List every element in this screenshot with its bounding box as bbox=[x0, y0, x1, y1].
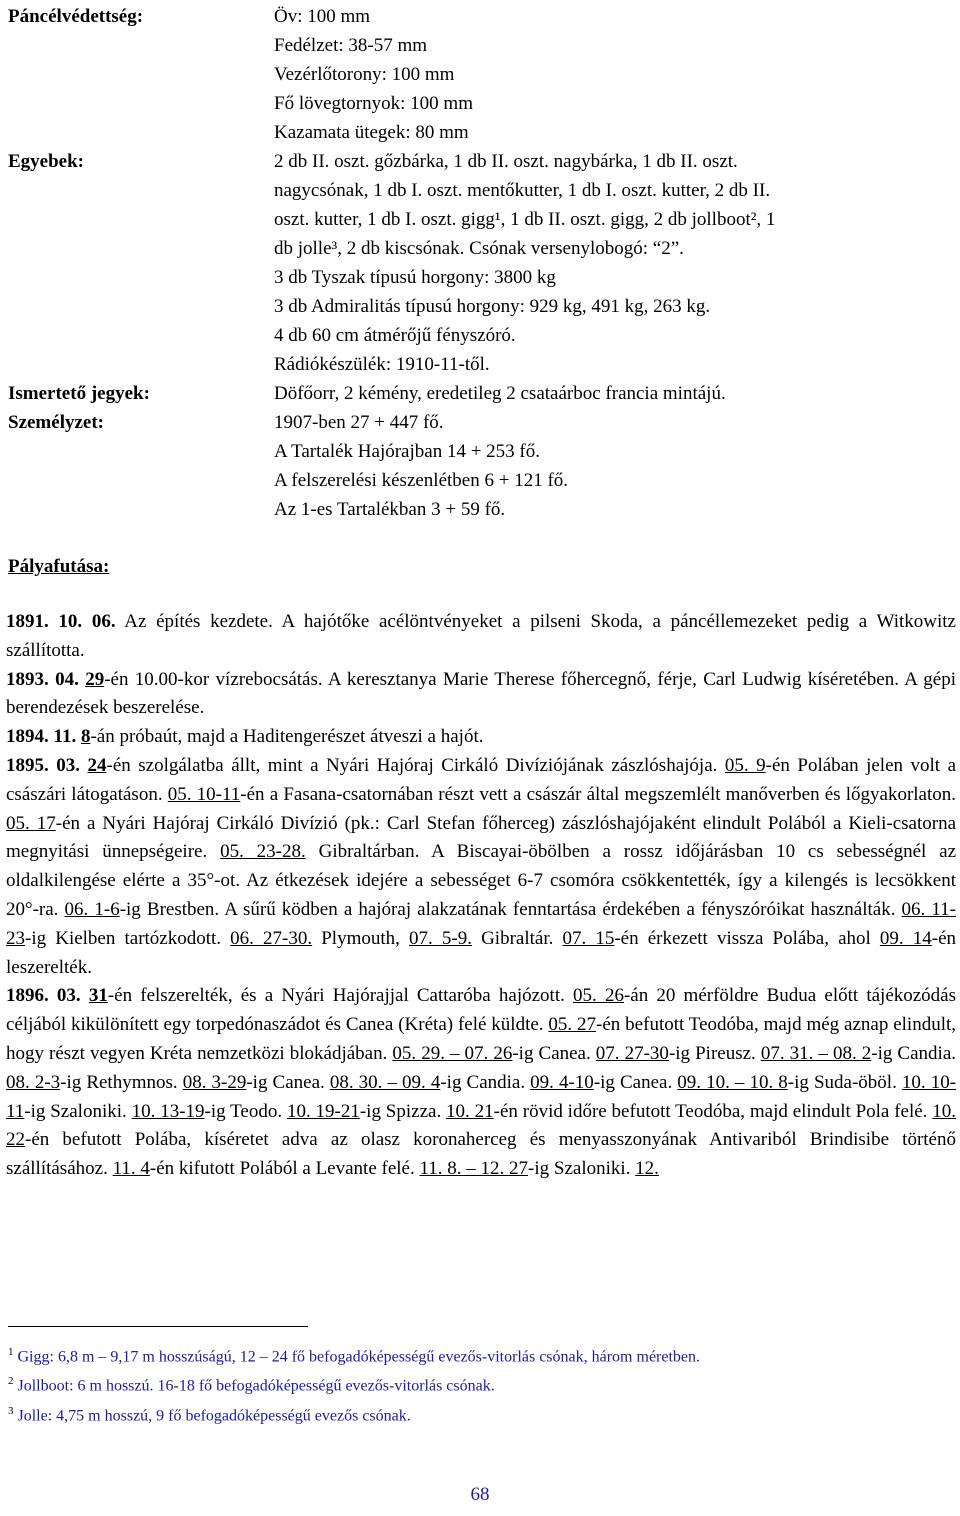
history-paragraph: 1895. 03. 24-én szolgálatba állt, mint a Nyári Hajóraj Cirkáló Divíziójának zászlóshajója. 05. 9-én Polában jelen volt a császári látogatáson. 05. 10-11-én a Fasana-csatornában részt vett a császár által megszemlélt manőverben és lőgyakorlaton. 05. 17-én a Nyári Hajóraj Cirkáló Divízió (pk.: Carl Stefan főherceg) zászlóshajójaként elindult Polából a Kieli-csatorna megnyitási ünnepségeire. 05. 23-28. Gibraltárban. A Biscayai-öbölben a rossz időjárásban 10 cs sebességnél az oldalkilengése elérte a 35°-ot. Az étkezések idejére a sebességet 6-7 csomóra csökkentették, így a kilengés is lecsökkent 20°-ra. 06. 1-6-ig Brestben. A sűrű ködben a hajóraj alakzatának fenntartása érdekében a fényszóróikat használták. 06. 11-23-ig Kielben tartózkodott. 06. 27-30. Plymouth, 07. 5-9. Gibraltár. 07. 15-én érkezett vissza Polába, ahol 09. 14-én leszerelték. bbox=[6, 754, 957, 978]
footnote-divider bbox=[8, 1326, 308, 1327]
footnote-number: 1 bbox=[8, 1346, 14, 1358]
other-line: Rádiókészülék: 1910-11-től. bbox=[274, 354, 490, 375]
footnote-text: Jollboot: 6 m hosszú. 16-18 fő befogadóképességű evezős-vitorlás csónak. bbox=[17, 1377, 495, 1395]
armor-line: Öv: 100 mm bbox=[274, 6, 371, 27]
footnote-item bbox=[8, 1399, 948, 1428]
career-history bbox=[6, 608, 956, 1184]
armor-line: Vezérlőtorony: 100 mm bbox=[274, 64, 455, 85]
footnote-number: 2 bbox=[8, 1375, 14, 1388]
history-date-part: 1894. 11. bbox=[6, 726, 77, 748]
other-label: Egyebek: bbox=[8, 151, 84, 172]
footnote-item bbox=[8, 1340, 948, 1369]
history-date bbox=[6, 669, 104, 690]
history-date-part: 1893. 04. bbox=[6, 668, 79, 690]
marks-value: Döfőorr, 2 kémény, eredetileg 2 csataárboc francia mintájú. bbox=[274, 383, 726, 404]
armor-line: Fő lövegtornyok: 100 mm bbox=[274, 93, 473, 114]
history-text: -én 10.00-kor vízrebocsátás. A keresztanya Marie Therese főhercegnő, férje, Carl Ludwig kíséretében. A gépi berendezések beszerelése. bbox=[6, 668, 956, 719]
history-paragraph bbox=[6, 666, 956, 724]
marks-label: Ismertető jegyek: bbox=[8, 383, 150, 404]
other-values bbox=[274, 147, 950, 379]
other-line: db jolle³, 2 db kiscsónak. Csónak versenylobogó: “2”. bbox=[274, 238, 684, 259]
other-line: 4 db 60 cm átmérőjű fényszóró. bbox=[274, 325, 516, 346]
footnote-text: Gigg: 6,8 m – 9,17 m hosszúságú, 12 – 24 fő befogadóképességű evezős-vitorlás csónak, három méretben. bbox=[17, 1348, 701, 1366]
page-number: 68 bbox=[470, 1484, 490, 1505]
armor-label: Páncélvédettség: bbox=[8, 6, 144, 27]
armor-line: Fedélzet: 38-57 mm bbox=[274, 35, 428, 56]
other-line: 2 db II. oszt. gőzbárka, 1 db II. oszt. nagybárka, 1 db II. oszt. bbox=[274, 151, 738, 172]
footnote-number: 3 bbox=[8, 1404, 14, 1417]
crew-label: Személyzet: bbox=[8, 412, 104, 433]
history-date bbox=[6, 726, 90, 747]
crew-line: A Tartalék Hajórajban 14 + 253 fő. bbox=[274, 441, 540, 462]
history-paragraph bbox=[6, 608, 956, 666]
other-line: oszt. kutter, 1 db I. oszt. gigg¹, 1 db II. oszt. gigg, 2 db jollboot², 1 bbox=[274, 209, 776, 230]
footnotes bbox=[8, 1340, 948, 1428]
crew-line: 1907-ben 27 + 447 fő. bbox=[274, 412, 444, 433]
armor-values bbox=[274, 2, 950, 147]
history-date-day: 29 bbox=[85, 668, 105, 690]
history-paragraph bbox=[6, 723, 956, 752]
history-date-day: 8 bbox=[80, 726, 91, 748]
crew-line: Az 1-es Tartalékban 3 + 59 fő. bbox=[274, 499, 506, 520]
other-line: 3 db Admiralitás típusú horgony: 929 kg, 491 kg, 263 kg. bbox=[274, 296, 711, 317]
crew-line: A felszerelési készenlétben 6 + 121 fő. bbox=[274, 470, 569, 491]
other-line: 3 db Tyszak típusú horgony: 3800 kg bbox=[274, 267, 556, 288]
history-text: Az építés kezdete. A hajótőke acélöntvényeket a pilseni Skoda, a páncéllemezeket pedig a Witkowitz szállította. bbox=[6, 611, 956, 661]
footnote-text: Jolle: 4,75 m hosszú, 9 fő befogadóképességű evezős csónak. bbox=[17, 1406, 411, 1424]
career-heading: Pályafutása: bbox=[8, 556, 110, 577]
history-paragraph: 1896. 03. 31-én felszerelték, és a Nyári Hajórajjal Cattaróba hajózott. 05. 26-án 20 mérföldre Budua előtt tájékozódás céljából kikülönített egy torpedónaszádot és Canea (Kréta) felé küldte. 05. 27-én befutott Teodóba, majd még aznap elindult, hogy részt vegyen Kréta nemzetközi blokádjában. 05. 29. – 07. 26-ig Canea. 07. 27-30-ig Pireusz. 07. 31. – 08. 2-ig Candia. 08. 2-3-ig Rethymnos. 08. 3-29-ig Canea. 08. 30. – 09. 4-ig Candia. 09. 4-10-ig Canea. 09. 10. – 10. 8-ig Suda-öböl. 10. 10-11-ig Szaloniki. 10. 13-19-ig Teodo. 10. 19-21-ig Spizza. 10. 21-én rövid időre befutott Teodóba, majd elindult Pola felé. 10. 22-én befutott Polába, kíséretet adva az olasz koronaherceg és menyasszonyának Antivariból Brindisibe történő szállításához. 11. 4-én kifutott Polából a Levante felé. 11. 8. – 12. 27-ig Szaloniki. 12. bbox=[6, 985, 957, 1180]
history-date: 1891. 10. 06. bbox=[6, 611, 116, 632]
armor-line: Kazamata ütegek: 80 mm bbox=[274, 122, 469, 143]
footnote-item bbox=[8, 1369, 948, 1398]
crew-values bbox=[274, 408, 950, 524]
history-text: -án próbaút, majd a Haditengerészet átveszi a hajót. bbox=[90, 726, 484, 748]
other-line: nagycsónak, 1 db I. oszt. mentőkutter, 1 db I. oszt. kutter, 2 db II. bbox=[274, 180, 771, 201]
